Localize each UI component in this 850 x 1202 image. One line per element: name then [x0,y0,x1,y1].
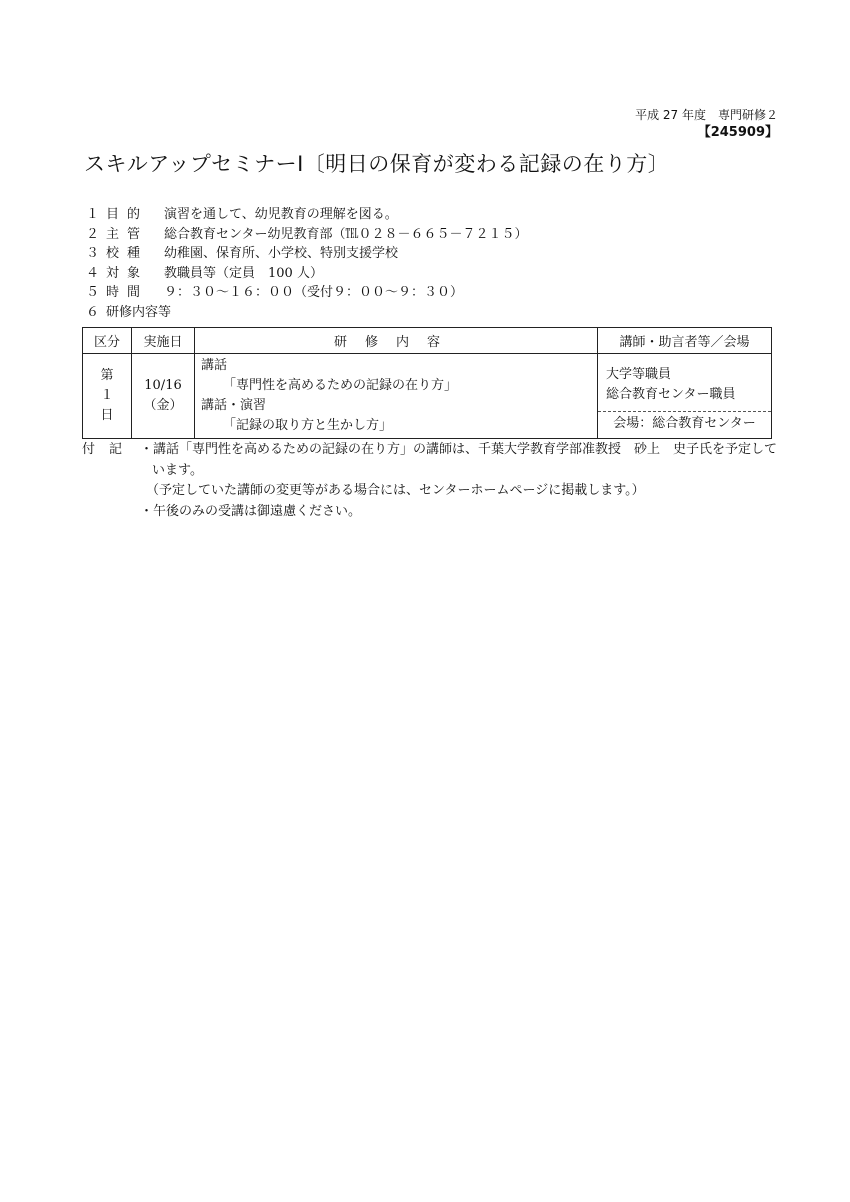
header-content: 研修内容 [195,328,598,354]
item-number: ６ [86,304,100,320]
lecturer-cell [598,354,772,439]
content-line: 講話 [201,358,228,373]
course-code: 【245909】 [697,125,778,140]
page-title: スキルアップセミナーⅠ〔明日の保育が変わる記録の在り方〕 [84,152,670,176]
fiscal-year-course: 平成 27 年度 専門研修２ [635,108,778,122]
date-text: 10/16 [144,378,182,393]
item-text: 教職員等（定員 100 人） [164,265,323,281]
list-item [86,205,527,225]
item-number: ５ [86,285,100,300]
note-line: ・午後のみの受講は御遠慮ください。 [140,503,362,519]
content-cell [195,354,598,439]
list-item [86,225,527,245]
day-char: 日 [100,408,114,423]
item-label: 目的 [106,207,149,222]
lecturer-item: 大学等職員 [606,366,672,382]
content-line: 「専門性を高めるための記録の在り方」 [223,378,458,393]
item-number: １ [86,207,100,222]
item-text: ９：３０～１６：００（受付９：００～９：３０） [164,285,464,300]
item-number: ２ [86,226,100,242]
item-text: 幼稚園、保育所、小学校、特別支援学校 [164,246,399,261]
table-header-row [83,328,772,354]
item-label: 対象 [106,265,149,281]
header-meta [635,106,778,142]
day-char: 第 [100,368,114,383]
day-char: １ [100,388,114,403]
schedule-table [82,327,772,439]
list-item [86,283,527,303]
header-lecturer: 講師・助言者等／会場 [598,328,772,354]
overview-list [86,205,527,322]
item-number: ３ [86,246,100,261]
weekday-text: （金） [143,398,183,413]
table-row [83,354,772,439]
list-item [86,303,527,323]
note-line: ・講話「専門性を高めるための記録の在り方」の講師は、千葉大学教育学部准教授 砂上 史子氏を予定しています。 [140,442,778,478]
venue: 会場：総合教育センター [613,415,756,431]
date-cell [132,354,195,439]
item-label: 校種 [106,246,149,261]
lecturer-list [598,357,771,412]
notes-heading: 付記 [82,442,137,457]
content-line: 講話・演習 [201,398,267,413]
note-line: （予定していた講師の変更等がある場合には、センターホームページに掲載します。） [146,483,645,498]
lecturer-item: 総合教育センター職員 [606,386,736,402]
header-date: 実施日 [132,328,195,354]
item-number: ４ [86,265,100,281]
day-cell [83,354,132,439]
item-label: 時間 [106,285,149,300]
item-label: 研修内容等 [106,304,172,320]
list-item [86,264,527,284]
item-text: 総合教育センター幼児教育部（℡０２８－６６５－７２１５） [164,226,528,242]
notes-body [140,440,782,522]
notes-section [82,440,782,522]
item-text: 演習を通して、幼児教育の理解を図る。 [164,207,398,222]
content-line: 「記録の取り方と生かし方」 [223,418,393,433]
item-label: 主管 [106,226,149,242]
list-item [86,244,527,264]
header-division: 区分 [83,328,132,354]
notes-row [82,440,782,522]
